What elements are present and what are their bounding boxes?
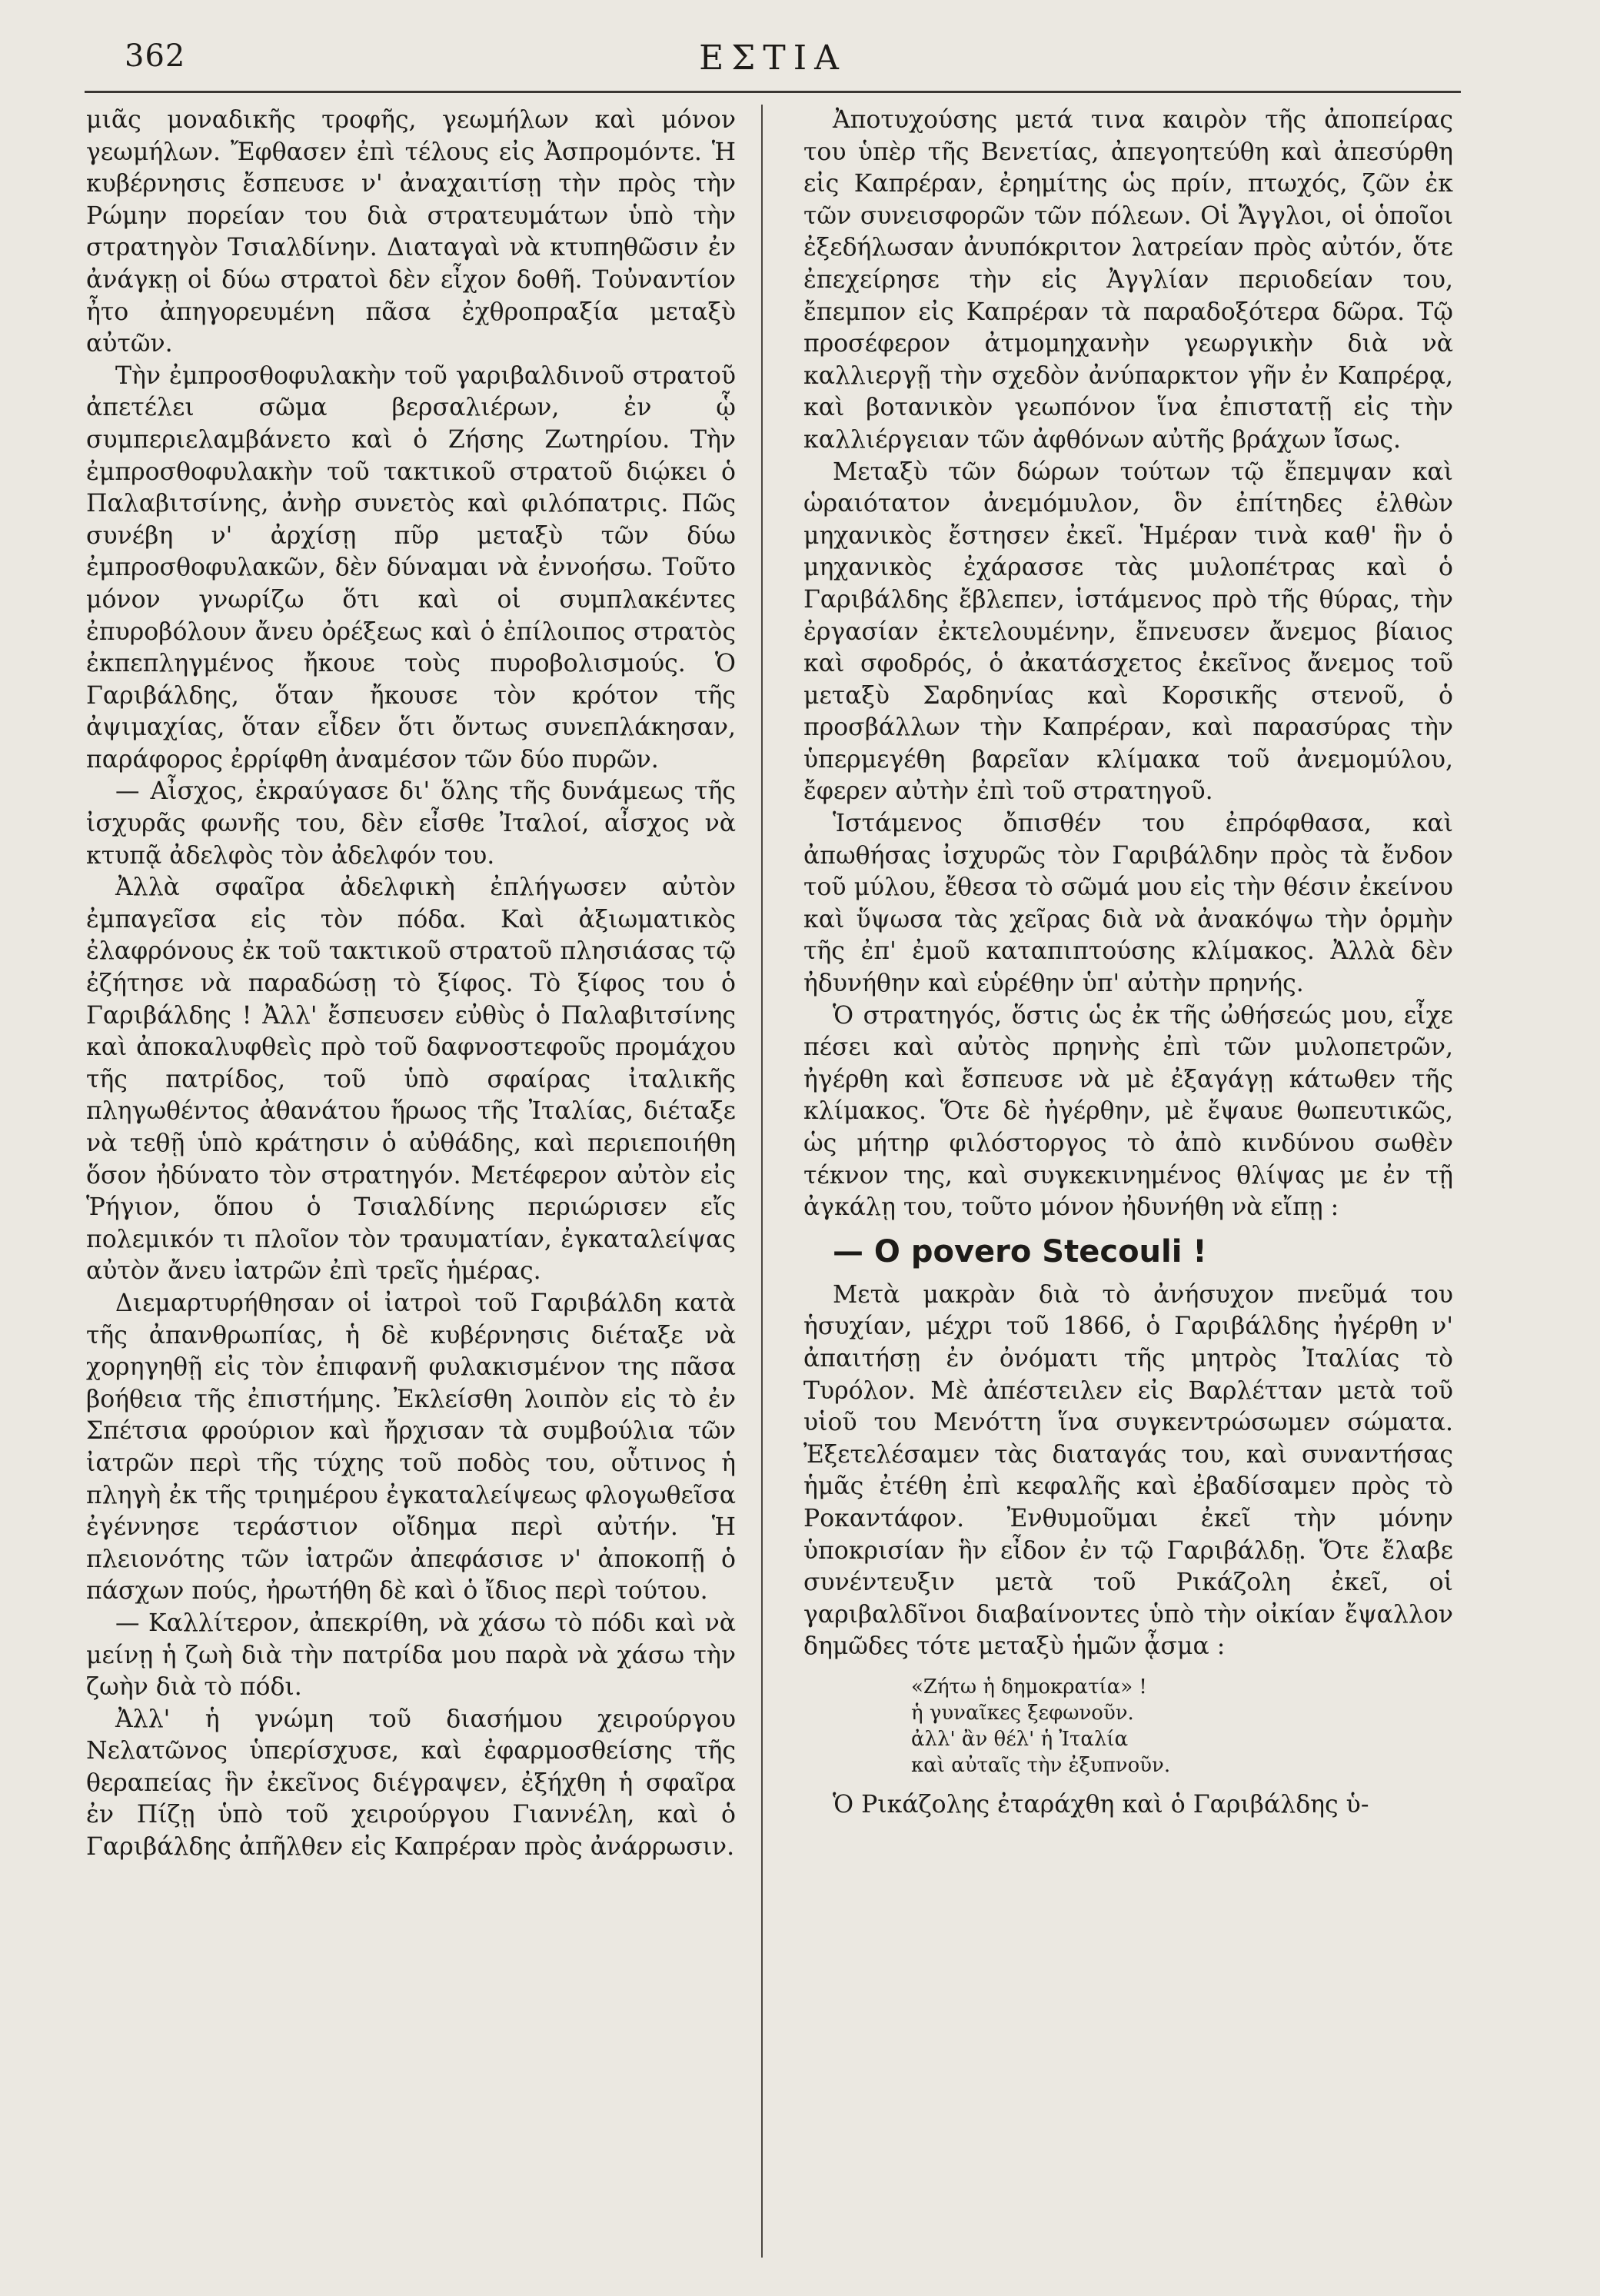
- paragraph: Ὁ Ρικάζολης ἐταράχθη καὶ ὁ Γαριβάλδης ὑ-: [833, 1790, 1369, 1818]
- paragraph: Μεταξὺ τῶν δώρων τούτων τῷ ἔπεμψαν καὶ ὡραιότατον ἀνεμόμυλον, ὃν ἐπίτηδες ἐλθὼν μηχανικὸς ἔστησεν ἐκεῖ. Ἡμέραν τινὰ καθ' ἣν ὁ μηχανικὸς ἐχάρασσε τὰς μυλοπέτρας καὶ ὁ Γαριβάλδης ἔβλεπεν, ἱστάμενος πρὸ τῆς θύρας, τὴν ἐργασίαν ἐκτελουμένην, ἔπνευσεν ἄνεμος βίαιος καὶ σφοδρός, ὁ ἀκατάσχετος ἐκεῖνος ἄνεμος τοῦ μεταξὺ Σαρδηνίας καὶ Κορσικῆς στενοῦ, ὁ προσβάλλων τὴν Καπρέραν, καὶ παρασύρας τὴν ὑπερμεγέθη βαρεῖαν κλίμακα τοῦ ἀνεμομύλου, ἔφερεν αὐτὴν ἐπὶ τοῦ στρατηγοῦ.: [803, 458, 1453, 806]
- paragraph: Ἀλλ' ἡ γνώμη τοῦ διασήμου χειρούργου Νελατῶνος ὑπερίσχυσε, καὶ ἐφαρμοσθείσης τῆς θεραπείας ἣν ἐκεῖνος διέγραψεν, ἐξήχθη ἡ σφαῖρα ἐν Πίζῃ ὑπὸ τοῦ χειρούργου Γιαννέλη, καὶ ὁ Γαριβάλδης ἀπῆλθεν εἰς Καπρέραν πρὸς ἀνάρρωσιν.: [86, 1705, 736, 1862]
- paragraph: Διεμαρτυρήθησαν οἱ ἰατροὶ τοῦ Γαριβάλδη κατὰ τῆς ἀπανθρωπίας, ἡ δὲ κυβέρνησις διέταξε νὰ χορηγηθῇ εἰς τὸν ἐπιφανῆ φυλακισμένον της πᾶσα βοήθεια τῆς ἐπιστήμης. Ἐκλείσθη λοιπὸν εἰς τὸ ἐν Σπέτσια φρούριον καὶ ἤρχισαν τὰ συμβούλια τῶν ἰατρῶν περὶ τῆς τύχης τοῦ ποδὸς του, οὗτινος ἡ πληγὴ ἐκ τῆς τριημέρου ἐγκαταλείψεως φλογωθεῖσα ἐγέννησε τεράστιον οἴδημα περὶ αὐτήν. Ἡ πλειονότης τῶν ἰατρῶν ἀπεφάσισε ν' ἀποκοπῇ ὁ πάσχων πούς, ἠρωτήθη δὲ καὶ ὁ ἴδιος περὶ τούτου.: [86, 1289, 736, 1606]
- left-column: [86, 105, 736, 2281]
- header-rule: [85, 91, 1461, 93]
- paragraph: μιᾶς μοναδικῆς τροφῆς, γεωμήλων καὶ μόνον γεωμήλων. Ἔφθασεν ἐπὶ τέλους εἰς Ἀσπρομόντε. Ἡ κυβέρνησις ἔσπευσε ν' ἀναχαιτίσῃ τὴν πρὸς τὴν Ρώμην πορείαν του διὰ στρατευμάτων ὑπὸ τὴν στρατηγὸν Τσιαλδίνην. Διαταγαὶ νὰ κτυπηθῶσιν ἐν ἀνάγκῃ οἱ δύω στρατοὶ δὲν εἶχον δοθῆ. Τοὐναντίον ἦτο ἀπηγορευμένη πᾶσα ἐχθροπραξία μεταξὺ αὐτῶν.: [86, 106, 736, 358]
- right-column: [803, 105, 1453, 2281]
- page-header: [85, 31, 1461, 85]
- paragraph: Ἱστάμενος ὄπισθέν του ἐπρόφθασα, καὶ ἀπωθήσας ἰσχυρῶς τὸν Γαριβάλδην πρὸς τὰ ἔνδον τοῦ μύλου, ἔθεσα τὸ σῶμά μου εἰς τὴν θέσιν ἐκείνου καὶ ὕψωσα τὰς χεῖρας διὰ νὰ ἀνακόψω τὴν ὁρμὴν τῆς ἐπ' ἐμοῦ καταπιπτούσης κλίμακος. Ἀλλὰ δὲν ἠδυνήθην καὶ εὑρέθην ὑπ' αὐτὴν πρηνής.: [803, 810, 1453, 998]
- paragraph: — Αἶσχος, ἐκραύγασε δι' ὅλης τῆς δυνάμεως τῆς ἰσχυρᾶς φωνῆς του, δὲν εἶσθε Ἰταλοί, αἶσχος νὰ κτυπᾷ ἀδελφὸς τὸν ἀδελφόν του.: [86, 777, 736, 870]
- running-title: ΕΣΤΙΑ: [699, 38, 847, 78]
- paragraph: Μετὰ μακρὰν διὰ τὸ ἀνήσυχον πνεῦμά του ἡσυχίαν, μέχρι τοῦ 1866, ὁ Γαριβάλδης ἠγέρθη ν' ἀπαιτήσῃ ἐν ὀνόματι τῆς μητρὸς Ἰταλίας τὸ Τυρόλον. Μὲ ἀπέστειλεν εἰς Βαρλέτταν μετὰ τοῦ υἱοῦ του Μενόττη ἵνα συγκεντρώσωμεν σώματα. Ἐξετελέσαμεν τὰς διαταγάς του, καὶ συναντήσας ἡμᾶς ἐτέθη ἐπὶ κεφαλῆς καὶ ἐβαδίσαμεν πρὸς τὸ Ροκαντάφον. Ἐνθυμοῦμαι ἐκεῖ τὴν μόνην ὑποκρισίαν ἣν εἶδον ἐν τῷ Γαριβάλδῃ. Ὅτε ἔλαβε συνέντευξιν μετὰ τοῦ Ρικάζολη ἐκεῖ, οἱ γαριβαλδῖνοι διαβαίνοντες ὑπὸ τὴν οἰκίαν ἔψαλλον δημῶδες τότε μεταξὺ ἡμῶν ᾆσμα :: [803, 1280, 1453, 1661]
- column-divider: [761, 105, 763, 2258]
- paragraph: — Καλλίτερον, ἀπεκρίθη, νὰ χάσω τὸ πόδι καὶ νὰ μείνῃ ἡ ζωὴ διὰ τὴν πατρίδα μου παρὰ νὰ χάσω τὴν ζωὴν διὰ τὸ πόδι.: [86, 1609, 736, 1702]
- paragraph: Τὴν ἐμπροσθοφυλακὴν τοῦ γαριβαλδινοῦ στρατοῦ ἀπετέλει σῶμα βερσαλιέρων, ἐν ᾧ συμπεριελαμβάνετο καὶ ὁ Ζήσης Ζωτηρίου. Τὴν ἐμπροσθοφυλακὴν τοῦ τακτικοῦ στρατοῦ διῴκει ὁ Παλαβιτσίνης, ἀνὴρ συνετὸς καὶ φιλόπατρις. Πῶς συνέβη ν' ἀρχίσῃ πῦρ μεταξὺ τῶν δύω ἐμπροσθοφυλακῶν, δὲν δύναμαι νὰ ἐννοήσω. Τοῦτο μόνον γνωρίζω ὅτι καὶ οἱ συμπλακέντες ἐπυροβόλουν ἄνευ ὀρέξεως καὶ ὁ ἐπίλοιπος στρατὸς ἐκπεπληγμένος ἤκουε τοὺς πυροβολισμούς. Ὁ Γαριβάλδης, ὅταν ἤκουσε τὸν κρότον τῆς ἀψιμαχίας, ὅταν εἶδεν ὅτι ὄντως συνεπλάκησαν, παράφορος ἐρρίφθη ἀναμέσον τῶν δύο πυρῶν.: [86, 361, 736, 774]
- paragraph: Ὁ στρατηγός, ὅστις ὡς ἐκ τῆς ὠθήσεώς μου, εἶχε πέσει καὶ αὐτὸς πρηνὴς ἐπὶ τῶν μυλοπετρῶν, ἠγέρθη καὶ ἔσπευσε νὰ μὲ ἐξαγάγῃ κάτωθεν τῆς κλίμακος. Ὅτε δὲ ἠγέρθην, μὲ ἔψαυε θωπευτικῶς, ὡς μήτηρ φιλόστοργος τὸ ἀπὸ κινδύνου σωθὲν τέκνον της, καὶ συγκεκινημένος θλίψας με ἐν τῇ ἀγκάλῃ του, τοῦτο μόνον ἠδυνήθη νὰ εἴπῃ :: [803, 1001, 1453, 1222]
- page-number: 362: [125, 38, 186, 74]
- song-stanza: «Ζήτω ἡ δημοκρατία» ! ἡ γυναῖκες ξεφωνοῦν. ἀλλ' ἂν θέλ' ἡ Ἰταλία καὶ αὐταῖς τὴν ἐξυπνοῦν.: [911, 1675, 1171, 1777]
- exclamation: — O povero Stecouli !: [833, 1233, 1207, 1269]
- paragraph: Ἀλλὰ σφαῖρα ἀδελφικὴ ἐπλήγωσεν αὐτὸν ἐμπαγεῖσα εἰς τὸν πόδα. Καὶ ἀξιωματικὸς ἐλαφρόνους ἐκ τοῦ τακτικοῦ στρατοῦ πλησιάσας τῷ ἐζήτησε νὰ παραδώσῃ τὸ ξίφος. Τὸ ξίφος του ὁ Γαριβάλδης ! Ἀλλ' ἔσπευσεν εὐθὺς ὁ Παλαβιτσίνης καὶ ἀποκαλυφθεὶς πρὸ τοῦ δαφνοστεφοῦς προμάχου τῆς πατρίδος, τοῦ ὑπὸ σφαίρας ἰταλικῆς πληγωθέντος ἀθανάτου ἥρωος τῆς Ἰταλίας, διέταξε νὰ τεθῇ ὑπὸ κράτησιν ὁ αὐθάδης, καὶ περιεποιήθη ὅσον ἠδύνατο τὸν στρατηγόν. Μετέφερον αὐτὸν εἰς Ῥήγιον, ὅπου ὁ Τσιαλδίνης περιώρισεν εἴς πολεμικόν τι πλοῖον τὸν τραυματίαν, ἐγκαταλείψας αὐτὸν ἄνευ ἰατρῶν ἐπὶ τρεῖς ἡμέρας.: [86, 873, 736, 1286]
- paragraph: Ἀποτυχούσης μετά τινα καιρὸν τῆς ἀποπείρας του ὑπὲρ τῆς Βενετίας, ἀπεγοητεύθη καὶ ἀπεσύρθη εἰς Καπρέραν, ἐρημίτης ὡς πρίν, πτωχός, ζῶν ἐκ τῶν συνεισφορῶν τῶν πόλεων. Οἱ Ἄγγλοι, οἱ ὁποῖοι ἐξεδήλωσαν ἀνυπόκριτον λατρείαν πρὸς αὐτόν, ὅτε ἐπεχείρησε τὴν εἰς Ἀγγλίαν περιοδείαν του, ἔπεμπον εἰς Καπρέραν τὰ παραδοξότερα δῶρα. Τῷ προσέφερον ἀτμομηχανὴν γεωργικὴν διὰ νὰ καλλιεργῇ τὴν σχεδὸν ἀνύπαρκτον γῆν ἐν Καπρέρᾳ, καὶ βοτανικὸν γεωπόνον ἵνα ἐπιστατῇ εἰς τὴν καλλιέργειαν τῶν ἀφθόνων αὐτῆς βράχων ἴσως.: [803, 106, 1453, 454]
